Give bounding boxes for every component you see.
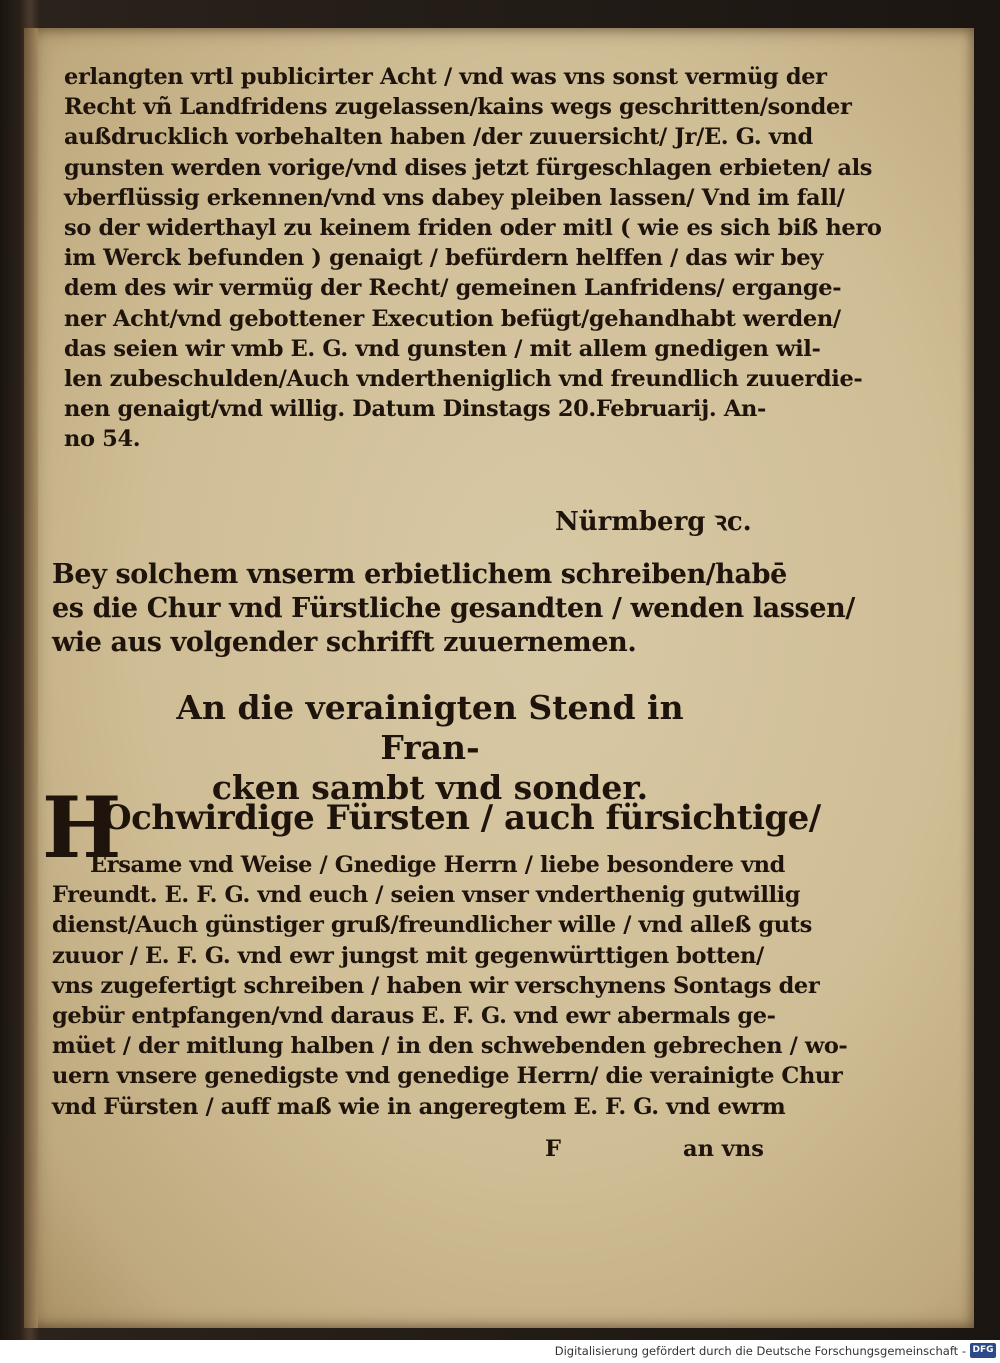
text-line: vnd Fürsten / auff maß wie in angeregtem E. F. G. vnd ewrm: [52, 1093, 786, 1120]
drop-capital: H: [42, 778, 122, 877]
paragraph-letter-ending: [64, 62, 882, 455]
text-line: nen genaigt/vnd willig. Datum Dinstags 20.Februarij. An-: [64, 396, 766, 423]
text-line: so der widerthayl zu keinem friden oder mitl ( wie es sich biß hero: [64, 215, 882, 242]
heading-line: An die verainigten Stend in Fran-: [176, 688, 684, 767]
text-line: im Werck befunden ) genaigt / befürdern helffen / das wir bey: [64, 245, 823, 272]
text-line: zuuor / E. F. G. vnd ewr jungst mit gegenwürttigen botten/: [52, 942, 764, 969]
signature-mark: F: [545, 1136, 561, 1162]
letter-opening-line: Ochwirdige Fürsten / auch fürsichtige/: [102, 798, 821, 838]
paragraph-letter-body: [52, 850, 848, 1122]
text-line: Ersame vnd Weise / Gnedige Herrn / liebe besondere vnd: [90, 852, 785, 878]
text-line: dem des wir vermüg der Recht/ gemeinen Lanfridens/ ergange-: [64, 275, 842, 302]
catchword: an vns: [683, 1136, 764, 1162]
text-line: Freundt. E. F. G. vnd euch / seien vnser vnderthenig gutwillig: [52, 882, 801, 909]
text-line: vberflüssig erkennen/vnd vns dabey pleiben lassen/ Vnd im fall/: [64, 184, 845, 211]
text-line: gebür entpfangen/vnd daraus E. F. G. vnd ewr abermals ge-: [52, 1003, 776, 1030]
text-line: außdrucklich vorbehalten haben /der zuuersicht/ Jr/E. G. vnd: [64, 124, 813, 151]
text-line: ner Acht/vnd gebottener Execution befügt/gehandhabt werden/: [64, 305, 841, 332]
text-line: Recht vñ Landfridens zugelassen/kains wegs geschritten/sonder: [64, 94, 852, 121]
heading-line: cken sambt vnd sonder.: [211, 768, 649, 807]
text-line: das seien wir vmb E. G. vnd gunsten / mit allem gnedigen wil-: [64, 335, 821, 362]
text-line: uern vnsere genedigste vnd genedige Herrn/ die verainigte Chur: [52, 1063, 843, 1090]
text-line: müet / der mitlung halben / in den schwebenden gebrechen / wo-: [52, 1033, 848, 1060]
text-line: gunsten werden vorige/vnd dises jetzt fürgeschlagen erbieten/ als: [64, 154, 873, 181]
text-line: dienst/Auch günstiger gruß/freundlicher wille / vnd alleß guts: [52, 912, 812, 939]
page-gutter: [24, 28, 38, 1328]
footer-bar: [0, 1340, 1000, 1363]
dfg-logo-icon: DFG: [970, 1343, 996, 1358]
text-line: vns zugefertigt schreiben / haben wir verschynens Sontags der: [52, 972, 820, 999]
text-line: no 54.: [64, 426, 141, 453]
text-line: es die Chur vnd Fürstliche gesandten / wenden lassen/: [52, 593, 855, 624]
paragraph-narration: [52, 558, 855, 660]
footer-credit: Digitalisierung gefördert durch die Deutsche Forschungsgemeinschaft -: [554, 1344, 966, 1358]
text-line: erlangten vrtl publicirter Acht / vnd was vns sonst vermüg der: [64, 64, 827, 90]
text-line: len zubeschulden/Auch vndertheniglich vnd freundlich zuuerdie-: [64, 366, 863, 393]
signature-place: Nürmberg ꝛc.: [555, 507, 752, 537]
text-line: Bey solchem vnserm erbietlichem schreiben/habē: [52, 559, 787, 590]
text-line: wie aus volgender schrifft zuuernemen.: [52, 627, 637, 658]
letter-heading: [170, 688, 690, 808]
